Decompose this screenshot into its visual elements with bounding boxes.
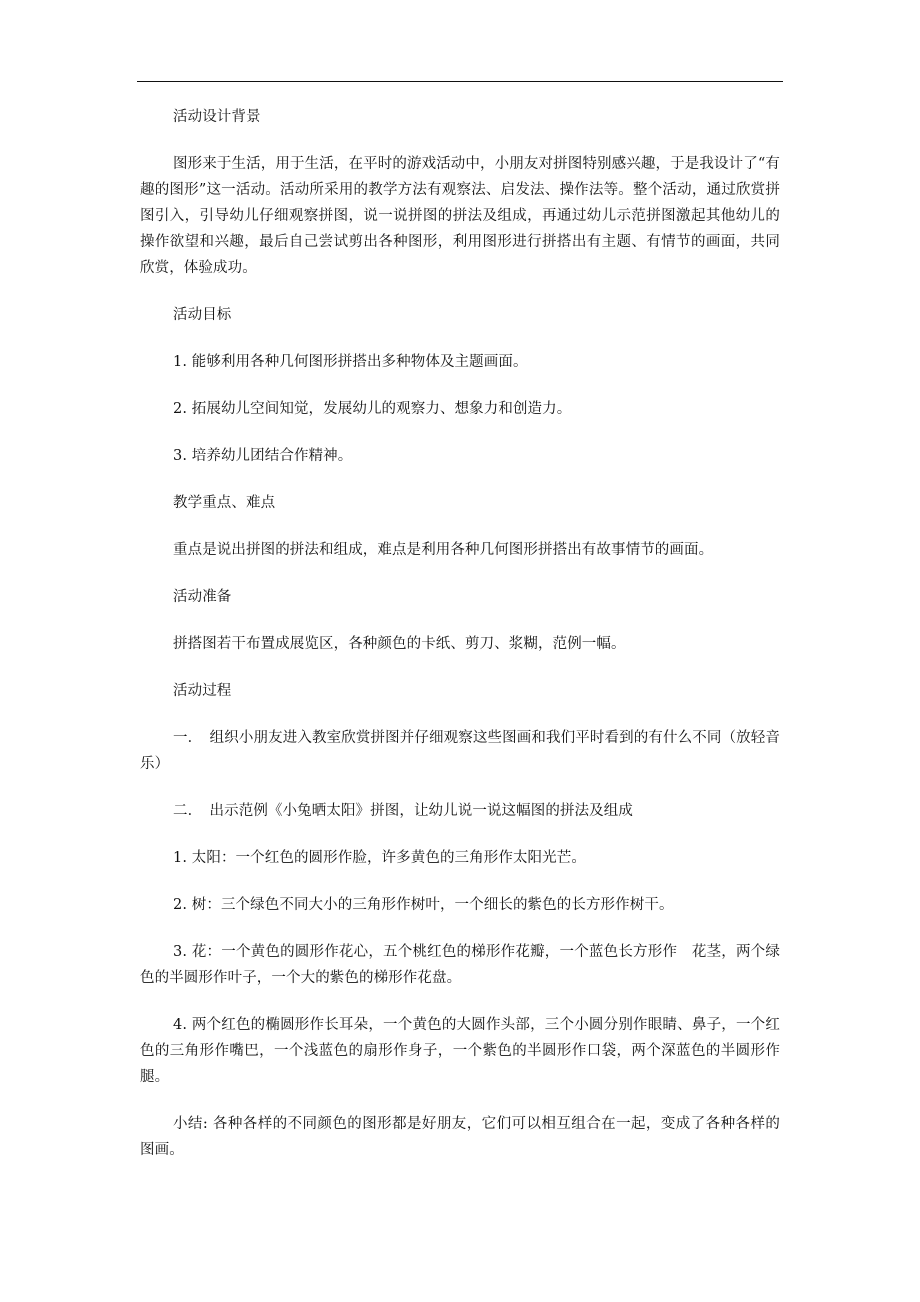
heading-background: 活动设计背景	[173, 109, 261, 125]
goal-item-3: 3. 培养幼儿团结合作精神。	[173, 448, 353, 464]
heading-process: 活动过程	[173, 683, 232, 699]
detail-item-1: 1. 太阳：一个红色的圆形作脸，许多黄色的三角形作太阳光芒。	[173, 850, 586, 866]
summary-paragraph: 小结: 各种各样的不同颜色的图形都是好朋友，它们可以相互组合在一起，变成了各种各样的图画。	[140, 1116, 780, 1158]
goal-item-2: 2. 拓展幼儿空间知觉，发展幼儿的观察力、想象力和创造力。	[173, 401, 572, 417]
detail-item-3: 3. 花：一个黄色的圆形作花心，五个桃红色的梯形作花瓣，一个蓝色长方形作 花茎，两个绿色的半圆形作叶子，一个大的紫色的梯形作花盘。	[140, 944, 780, 986]
header-rule	[137, 81, 783, 82]
goal-item-1: 1. 能够利用各种几何图形拼搭出多种物体及主题画面。	[173, 354, 528, 370]
process-step-2: 二． 出示范例《小兔晒太阳》拼图，让幼儿说一说这幅图的拼法及组成	[173, 803, 633, 819]
paragraph-background: 图形来于生活，用于生活，在平时的游戏活动中，小朋友对拼图特别感兴趣，于是我设计了“有趣的图形”这一活动。活动所采用的教学方法有观察法、启发法、操作法等。整个活动，通过欣赏拼图引入，引导幼儿仔细观察拼图，说一说拼图的拼法及组成，再通过幼儿示范拼图激起其他幼儿的操作欲望和兴趣，最后自己尝试剪出各种图形，利用图形进行拼搭出有主题、有情节的画面，共同欣赏，体验成功。	[140, 156, 780, 276]
heading-goals: 活动目标	[173, 307, 232, 323]
process-step-1: 一． 组织小朋友进入教室欣赏拼图并仔细观察这些图画和我们平时看到的有什么不同（放轻音乐）	[140, 730, 780, 772]
detail-item-2: 2. 树：三个绿色不同大小的三角形作树叶，一个细长的紫色的长方形作树干。	[173, 897, 674, 913]
heading-preparation: 活动准备	[173, 589, 232, 605]
document-body	[140, 104, 780, 1163]
paragraph-preparation: 拼搭图若干布置成展览区，各种颜色的卡纸、剪刀、浆糊，范例一幅。	[173, 636, 626, 652]
paragraph-key-points: 重点是说出拼图的拼法和组成，难点是利用各种几何图形拼搭出有故事情节的画面。	[173, 542, 714, 558]
heading-key-points: 教学重点、难点	[173, 495, 276, 511]
detail-item-4: 4. 两个红色的椭圆形作长耳朵，一个黄色的大圆作头部，三个小圆分别作眼睛、鼻子，一个红色的三角形作嘴巴，一个浅蓝色的扇形作身子，一个紫色的半圆形作口袋，两个深蓝色的半圆形作腿。	[140, 1017, 780, 1085]
